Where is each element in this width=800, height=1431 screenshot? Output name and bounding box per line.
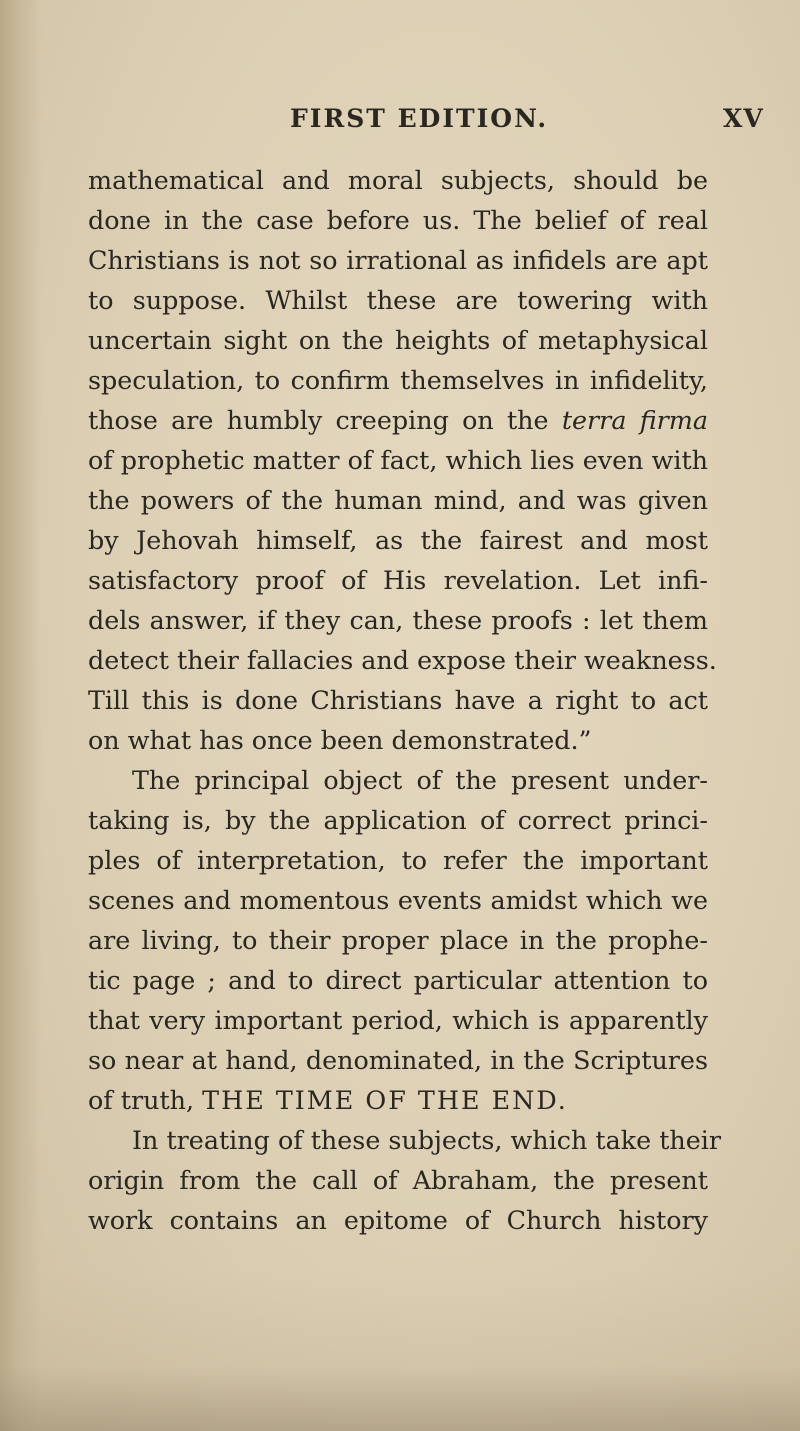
text-line: by Jehovah himself, as the fairest and most bbox=[88, 525, 708, 555]
text-line: dels answer, if they can, these proofs : let them bbox=[88, 605, 708, 635]
text-line: to suppose. Whilst these are towering with bbox=[88, 285, 708, 315]
text-line: uncertain sight on the heights of metaphysical bbox=[88, 325, 708, 355]
text-line bbox=[88, 1080, 708, 1120]
text-line: ples of interpretation, to refer the important bbox=[88, 845, 708, 875]
paragraph-start-line: In treating of these subjects, which take their bbox=[132, 1125, 722, 1155]
text-line: mathematical and moral subjects, should be bbox=[88, 165, 708, 195]
small-caps-phrase: THE TIME OF THE END. bbox=[202, 1085, 568, 1115]
running-head: FIRST EDITION. bbox=[290, 104, 549, 133]
text-line: taking is, by the application of correct princi- bbox=[88, 805, 708, 835]
page-bottom-edge-shadow bbox=[0, 1271, 800, 1431]
text-line: detect their fallacies and expose their weakness. bbox=[88, 645, 717, 675]
page-number: XV bbox=[723, 104, 764, 133]
page-header bbox=[0, 104, 800, 144]
text-line: are living, to their proper place in the prophe- bbox=[88, 925, 708, 955]
italic-phrase: terra firma bbox=[561, 405, 708, 435]
text-line: that very important period, which is apparently bbox=[88, 1005, 708, 1035]
page-left-edge-shadow bbox=[0, 0, 42, 1431]
text-line: satisfactory proof of His revelation. Let infi- bbox=[88, 565, 708, 595]
text-line: Christians is not so irrational as infidels are apt bbox=[88, 245, 708, 275]
text-line: the powers of the human mind, and was given bbox=[88, 485, 708, 515]
text-line: origin from the call of Abraham, the present bbox=[88, 1165, 708, 1195]
text-line: scenes and momentous events amidst which we bbox=[88, 885, 708, 915]
text-line: so near at hand, denominated, in the Scriptures bbox=[88, 1045, 708, 1075]
text-segment: those are humbly creeping on the bbox=[88, 405, 562, 435]
text-line: Till this is done Christians have a right to act bbox=[88, 685, 708, 715]
text-line: of prophetic matter of fact, which lies even with bbox=[88, 445, 708, 475]
text-line: on what has once been demonstrated.” bbox=[88, 725, 592, 755]
text-line: speculation, to confirm themselves in infidelity, bbox=[88, 365, 708, 395]
text-line: done in the case before us. The belief of real bbox=[88, 205, 708, 235]
text-segment: of truth, bbox=[88, 1085, 203, 1115]
text-line: work contains an epitome of Church history bbox=[88, 1205, 708, 1235]
text-line bbox=[88, 400, 708, 440]
paragraph-start-line: The principal object of the present under- bbox=[132, 765, 708, 795]
text-line: tic page ; and to direct particular attention to bbox=[88, 965, 708, 995]
